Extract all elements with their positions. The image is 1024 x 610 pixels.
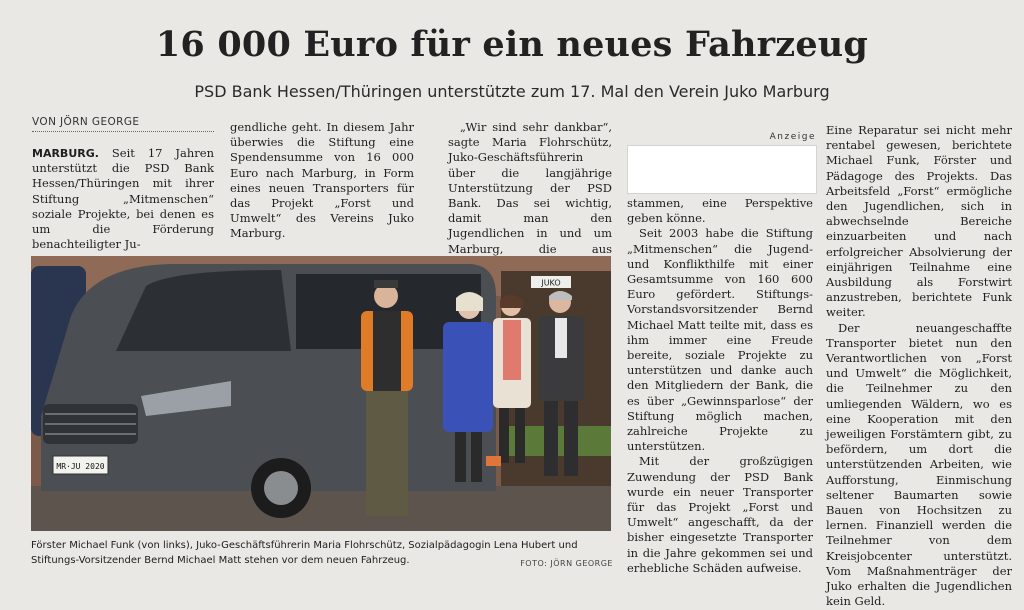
dateline: MARBURG.: [32, 147, 99, 160]
article-column-2: [230, 120, 414, 242]
pavement: [31, 486, 611, 531]
headline: 16 000 Euro für ein neues Fahrzeug: [155, 24, 869, 65]
subheadline: PSD Bank Hessen/Thüringen unterstützte zum 17. Mal den Verein Juko Marburg: [194, 82, 830, 101]
article-column-4: [627, 196, 813, 576]
column-5-paragraph-2: Der neuangeschaffte Transporter bietet nun den Verantwortlichen von „Forst und Umwelt“ die Möglichkeit, die Teilnehmer zu den umliegenden Wäldern, wo es eine Kooperation mit den jeweiligen Forstämtern gibt, zu befördern, um dort die unterstützenden Arbeiten, wie Aufforstung, Einmischung seltener Baumarten sowie Bauen von Hochsitzen zu lernen. Finanziell werden die Teilnehmer von dem Kreisjobcenter unterstützt. Vom Maßnahmenträger der Juko erhalten die Jugendlichen kein Geld.: [826, 320, 1012, 609]
caption-text: Förster Michael Funk (von links), Juko-Geschäftsführerin Maria Flohrschütz, Sozialpädagogin Lena Hubert und Stiftungs-Vorsitzender Bernd Michael Matt stehen vor dem neuen Fahrzeug.: [31, 540, 578, 566]
column-3-text: „Wir sind sehr dankbar“, sagte Maria Flohrschütz, Juko-Geschäftsführerin über die langjährige Unterstützung der PSD Bank. Das sei wichtig, damit man den Jugendlichen in und um Marburg, die aus: [448, 120, 612, 256]
license-plate-text: MR·JU 2020: [56, 462, 105, 471]
article-column-1: [32, 146, 214, 252]
article-column-3: [448, 120, 612, 272]
column-1-text: Seit 17 Jahren unterstützt die PSD Bank Hessen/Thüringen mit ihrer Stiftung „Mitmenschen“ soziale Projekte, bei denen es um die Förderung benachteiligter Ju-: [32, 146, 214, 252]
column-2-text: gendliche geht. In diesem Jahr überwies die Stiftung eine Spendensumme von 16 000 Euro nach Marburg, in Form eines neuen Transporters für das Projekt „Forst und Umwelt“ des Vereins Juko Marburg.: [230, 120, 414, 241]
column-4-paragraph-3: Mit der großzügigen Zuwendung der PSD Bank wurde ein neuer Transporter für das Projekt „Forst und Umwelt“ angeschafft, da der bisher eingesetzte Transporter in die Jahre gekommen sei und erhebliche Schäden aufweise.: [627, 454, 813, 575]
ad-placeholder: [627, 145, 817, 194]
person-forester: [361, 280, 413, 516]
juko-sign-text: JUKO: [541, 278, 561, 288]
van-wheel-rim: [264, 471, 298, 505]
article-column-5: [826, 123, 1012, 610]
photo-illustration: [31, 256, 611, 531]
photo-caption: [31, 538, 613, 571]
photo-credit: FOTO: JÖRN GEORGE: [520, 559, 613, 568]
article-photo: [31, 256, 611, 531]
byline: VON JÖRN GEORGE: [32, 116, 214, 132]
column-5-paragraph-1: Eine Reparatur sei nicht mehr rentabel gewesen, berichtete Michael Funk, Förster und Pädagoge des Projekts. Das Arbeitsfeld „Forst“ ermögliche den Jugendlichen, sich in abwechselnde Bereiche einzuarbeiten und nach erfolgreicher Absolvierung der einjährigen Teilnahme eine Ausbildung als Forstwirt anzustreben, berichtete Funk weiter.: [826, 123, 1012, 320]
column-4-paragraph-1: stammen, eine Perspektive geben könne.: [627, 196, 813, 226]
ad-label: Anzeige: [769, 132, 816, 142]
column-4-paragraph-2: Seit 2003 habe die Stiftung „Mitmenschen“ die Jugend- und Konflikthilfe mit einer Gesamtsumme von 160 600 Euro gefördert. Stiftungs-Vorstandsvorsitzender Bernd Michael Matt teilte mit, dass es ihm immer eine Freude bereite, soziale Projekte zu unterstützen und danke auch den Mitgliedern der Bank, die es über „Gewinnsparlose“ der Stiftung möglich machen, zahlreiche Projekte zu unterstützen.: [627, 226, 813, 454]
